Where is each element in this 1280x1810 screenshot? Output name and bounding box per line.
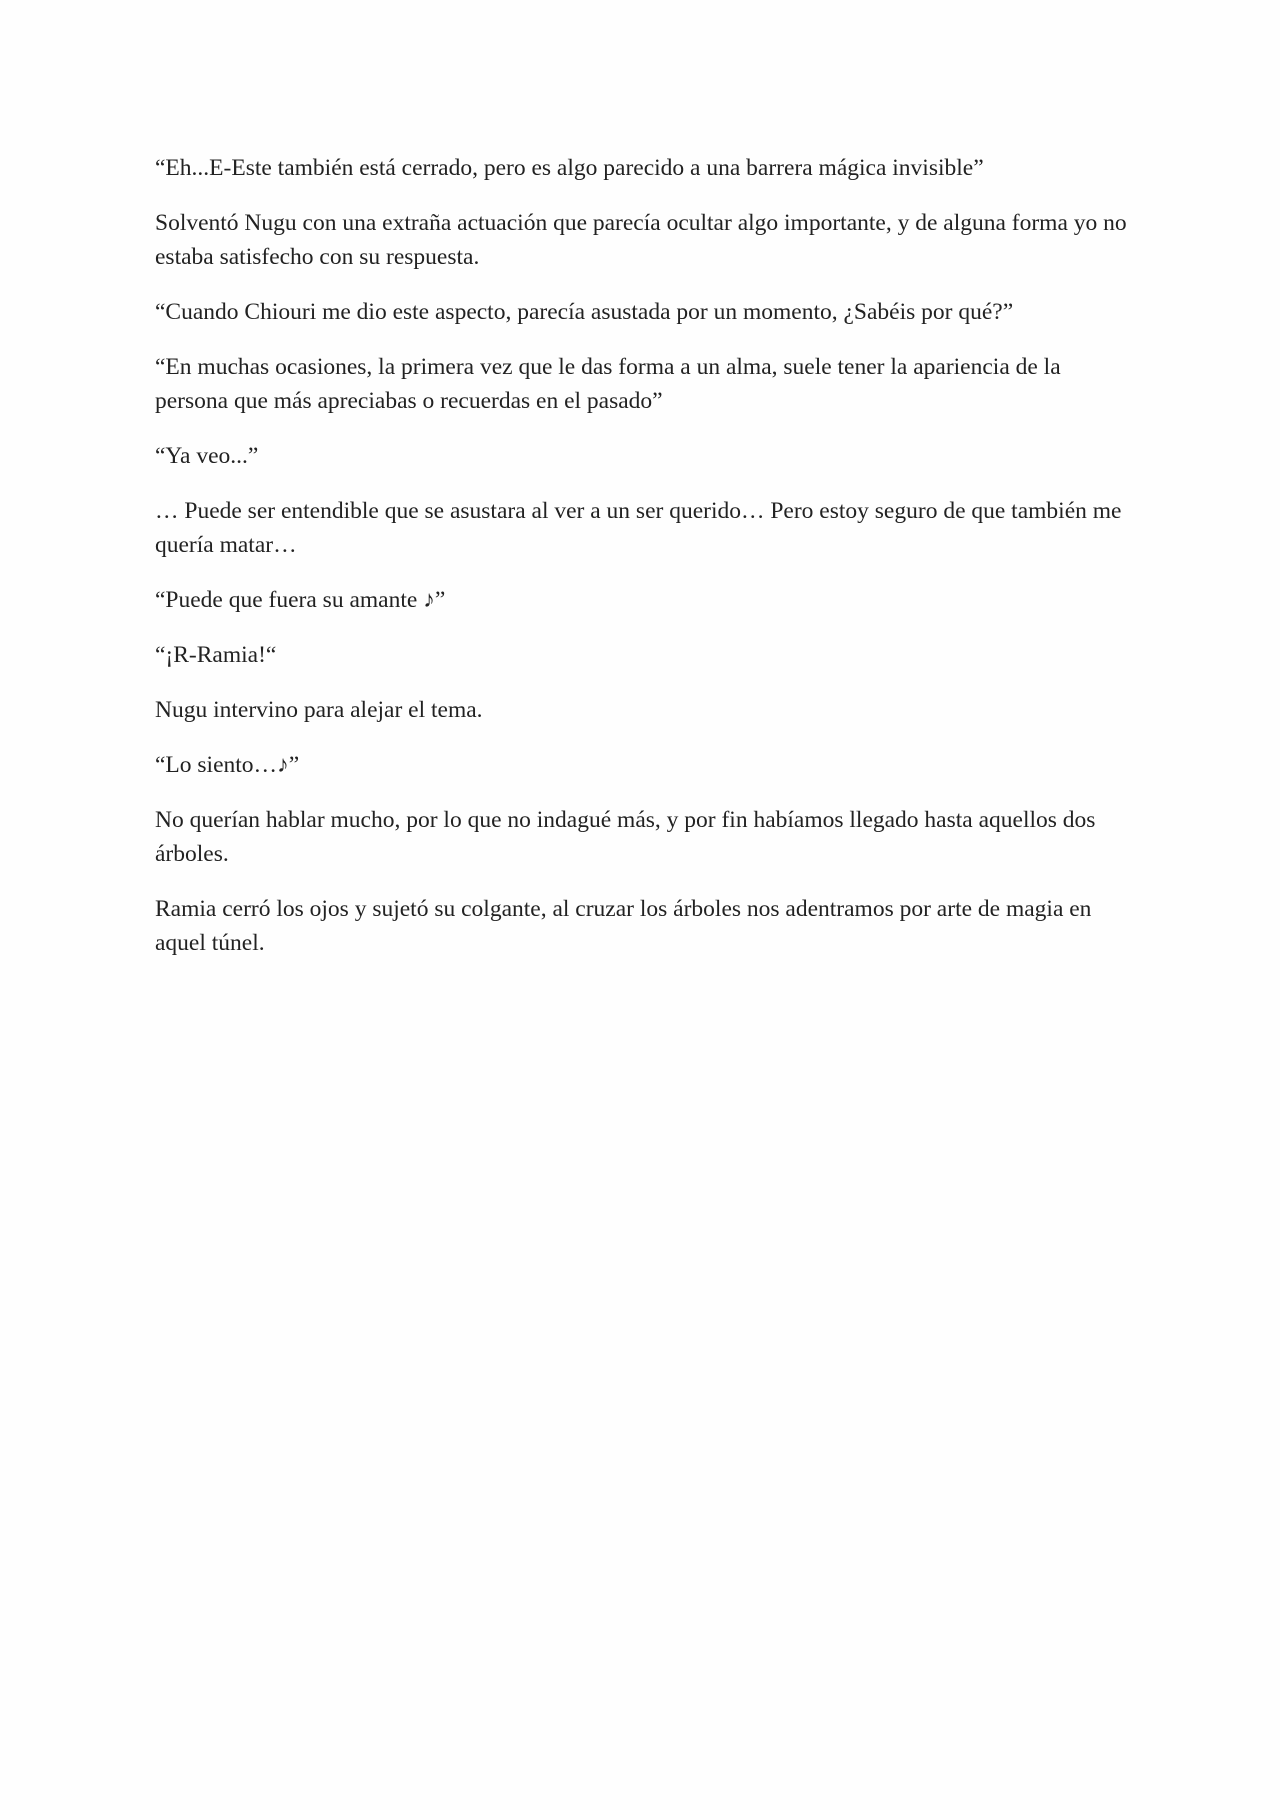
- paragraph: Ramia cerró los ojos y sujetó su colgante, al cruzar los árboles nos adentramos por arte de magia en aquel túnel.: [155, 896, 1092, 956]
- paragraph: Solventó Nugu con una extraña actuación que parecía ocultar algo importante, y de alguna forma yo no estaba satisfecho con su respuesta.: [155, 210, 1127, 270]
- document-body: [155, 151, 1135, 981]
- paragraph: “En muchas ocasiones, la primera vez que le das forma a un alma, suele tener la apariencia de la persona que más apreciabas o recuerdas en el pasado”: [155, 354, 1061, 414]
- paragraph: “¡R-Ramia!“: [155, 642, 277, 668]
- paragraph: … Puede ser entendible que se asustara al ver a un ser querido… Pero estoy seguro de que también me quería matar…: [155, 498, 1122, 558]
- paragraph: “Cuando Chiouri me dio este aspecto, parecía asustada por un momento, ¿Sabéis por qué?”: [155, 299, 1014, 325]
- paragraph: Nugu intervino para alejar el tema.: [155, 697, 483, 723]
- paragraph: “Ya veo...”: [155, 443, 259, 469]
- paragraph: “Lo siento…♪”: [155, 752, 300, 778]
- paragraph: “Eh...E-Este también está cerrado, pero es algo parecido a una barrera mágica invisible”: [155, 155, 984, 181]
- paragraph: “Puede que fuera su amante ♪”: [155, 587, 446, 613]
- paragraph: No querían hablar mucho, por lo que no indagué más, y por fin habíamos llegado hasta aquellos dos árboles.: [155, 807, 1096, 867]
